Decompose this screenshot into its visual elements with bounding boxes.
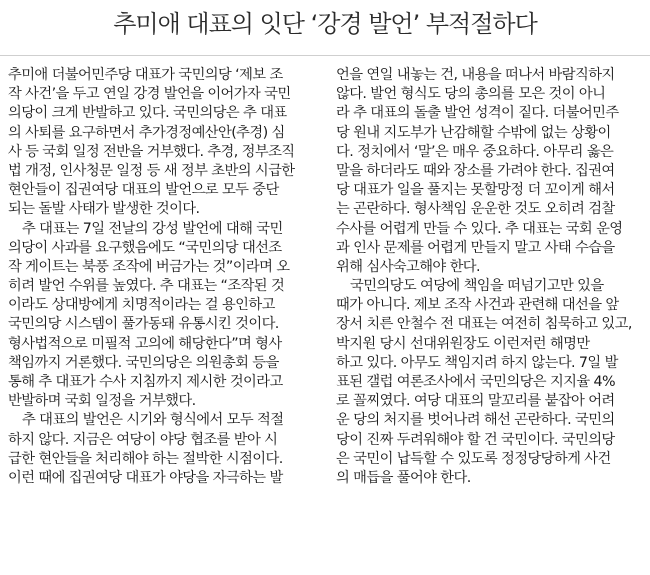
article-text-line: 의 사퇴를 요구하면서 추가경정예산안(추경) 심	[8, 124, 285, 141]
article-text-line: 않다. 발언 형식도 당의 총의를 모은 것이 아니	[336, 86, 606, 103]
article-text-line: 언을 연일 내놓는 건, 내용을 떠나서 바람직하지	[336, 67, 615, 83]
article-text-line: 작 게이트는 북풍 조작에 버금가는 것”이라며 오	[8, 258, 290, 275]
article-text-line: 라 추 대표의 돌출 발언 성격이 짙다. 더불어민주	[336, 105, 619, 122]
article-text-line: 하지 않다. 지금은 여당이 야당 협조를 받아 시	[8, 431, 278, 448]
article-text-line: 로 꼴찌였다. 여당 대표의 말꼬리를 붙잡아 어려	[336, 393, 615, 410]
article-text-line: 은 국민이 납득할 수 있도록 정정당당하게 사건	[336, 450, 611, 467]
article-text-line: 표된 갤럽 여론조사에서 국민의당은 지지율 4%	[336, 374, 615, 390]
article-text-line: 추 대표의 발언은 시기와 형식에서 모두 적절	[22, 412, 284, 429]
article-text-line: 반발하며 국회 일정을 거부했다.	[8, 393, 196, 410]
article-text-line: 형사법적으로 미필적 고의에 해당한다”며 형사	[8, 335, 282, 352]
article-text-line: 장서 치른 안철수 전 대표는 여전히 침묵하고 있고,	[336, 316, 632, 333]
article-text-line: 작 사건’을 두고 연일 강경 발언을 이어가자 국민	[8, 86, 291, 103]
article-text-line: 추미애 더불어민주당 대표가 국민의당 ‘제보 조	[8, 67, 283, 83]
article-text-line: 박지원 당시 선대위원장도 이런저런 해명만	[336, 335, 590, 352]
article-text-line: 당 원내 지도부가 난감해할 수밖에 없는 상황이	[336, 124, 611, 141]
article-text-line: 국민의당 시스템이 풀가동돼 유통시킨 것이다.	[8, 316, 279, 333]
article-text-line: 때가 아니다. 제보 조작 사건과 관련해 대선을 앞	[336, 297, 619, 314]
article-text-line: 되는 돌발 사태가 발생한 것이다.	[8, 201, 200, 218]
article-text-line: 책임까지 거론했다. 국민의당은 의원총회 등을	[8, 354, 279, 371]
article-text-line: 의당이 크게 반발하고 있다. 국민의당은 추 대표	[8, 105, 287, 122]
article-text-line: 히려 발언 수위를 높였다. 추 대표는 “조작된 것	[8, 278, 285, 295]
article-text-line: 의 매듭을 풀어야 한다.	[336, 469, 471, 486]
article-text-line: 다. 정치에서 ‘말’은 매우 중요하다. 아무리 옳은	[336, 143, 614, 160]
article-text-line: 법 개정, 인사청문 일정 등 새 정부 초반의 시급한	[8, 162, 295, 179]
article-column-left	[8, 66, 316, 488]
article-column-right	[336, 66, 644, 488]
headline: 추미애 대표의 잇단 ‘강경 발언’ 부적절하다	[113, 10, 537, 38]
article-text-line: 수사를 어렵게 만들 수 있다. 추 대표는 국회 운영	[336, 220, 623, 237]
article-text-line: 급한 현안들을 처리해야 하는 절박한 시점이다.	[8, 450, 283, 467]
article-text-line: 당 대표가 일을 풀지는 못할망정 더 꼬이게 해서	[336, 182, 615, 199]
headline-divider	[0, 55, 650, 56]
article-text-line: 하고 있다. 아무도 책임지려 하지 않는다. 7일 발	[336, 354, 618, 371]
article-text-line: 사 등 국회 일정 전반을 거부했다. 추경, 정부조직	[8, 143, 295, 160]
article-text-line: 국민의당도 여당에 책임을 떠넘기고만 있을	[350, 278, 604, 295]
article-text-line: 추 대표는 7일 전날의 강성 발언에 대해 국민	[22, 220, 283, 237]
article-text-line: 과 인사 문제를 어렵게 만들지 말고 사태 수습을	[336, 239, 615, 256]
article-text-line: 운 당의 처지를 벗어나려 해선 곤란하다. 국민의	[336, 412, 615, 429]
article-text-line: 말을 하더라도 때와 장소를 가려야 한다. 집권여	[336, 162, 615, 179]
article-text-line: 통해 추 대표가 수사 지침까지 제시한 것이라고	[8, 374, 283, 390]
article-text-line: 당이 진짜 두려워해야 할 건 국민이다. 국민의당	[336, 431, 615, 448]
article-text-line: 이런 때에 집권여당 대표가 야당을 자극하는 발	[8, 469, 283, 486]
article-text-line: 의당이 사과를 요구했음에도 “국민의당 대선조	[8, 239, 282, 256]
article-text-line: 는 곤란하다. 형사책임 운운한 것도 오히려 검찰	[336, 201, 615, 218]
article-text-line: 이라도 상대방에게 치명적이라는 걸 용인하고	[8, 297, 275, 314]
article-text-line: 현안들이 집권여당 대표의 발언으로 모두 중단	[8, 182, 279, 199]
article-text-line: 위해 심사숙고해야 한다.	[336, 258, 480, 275]
